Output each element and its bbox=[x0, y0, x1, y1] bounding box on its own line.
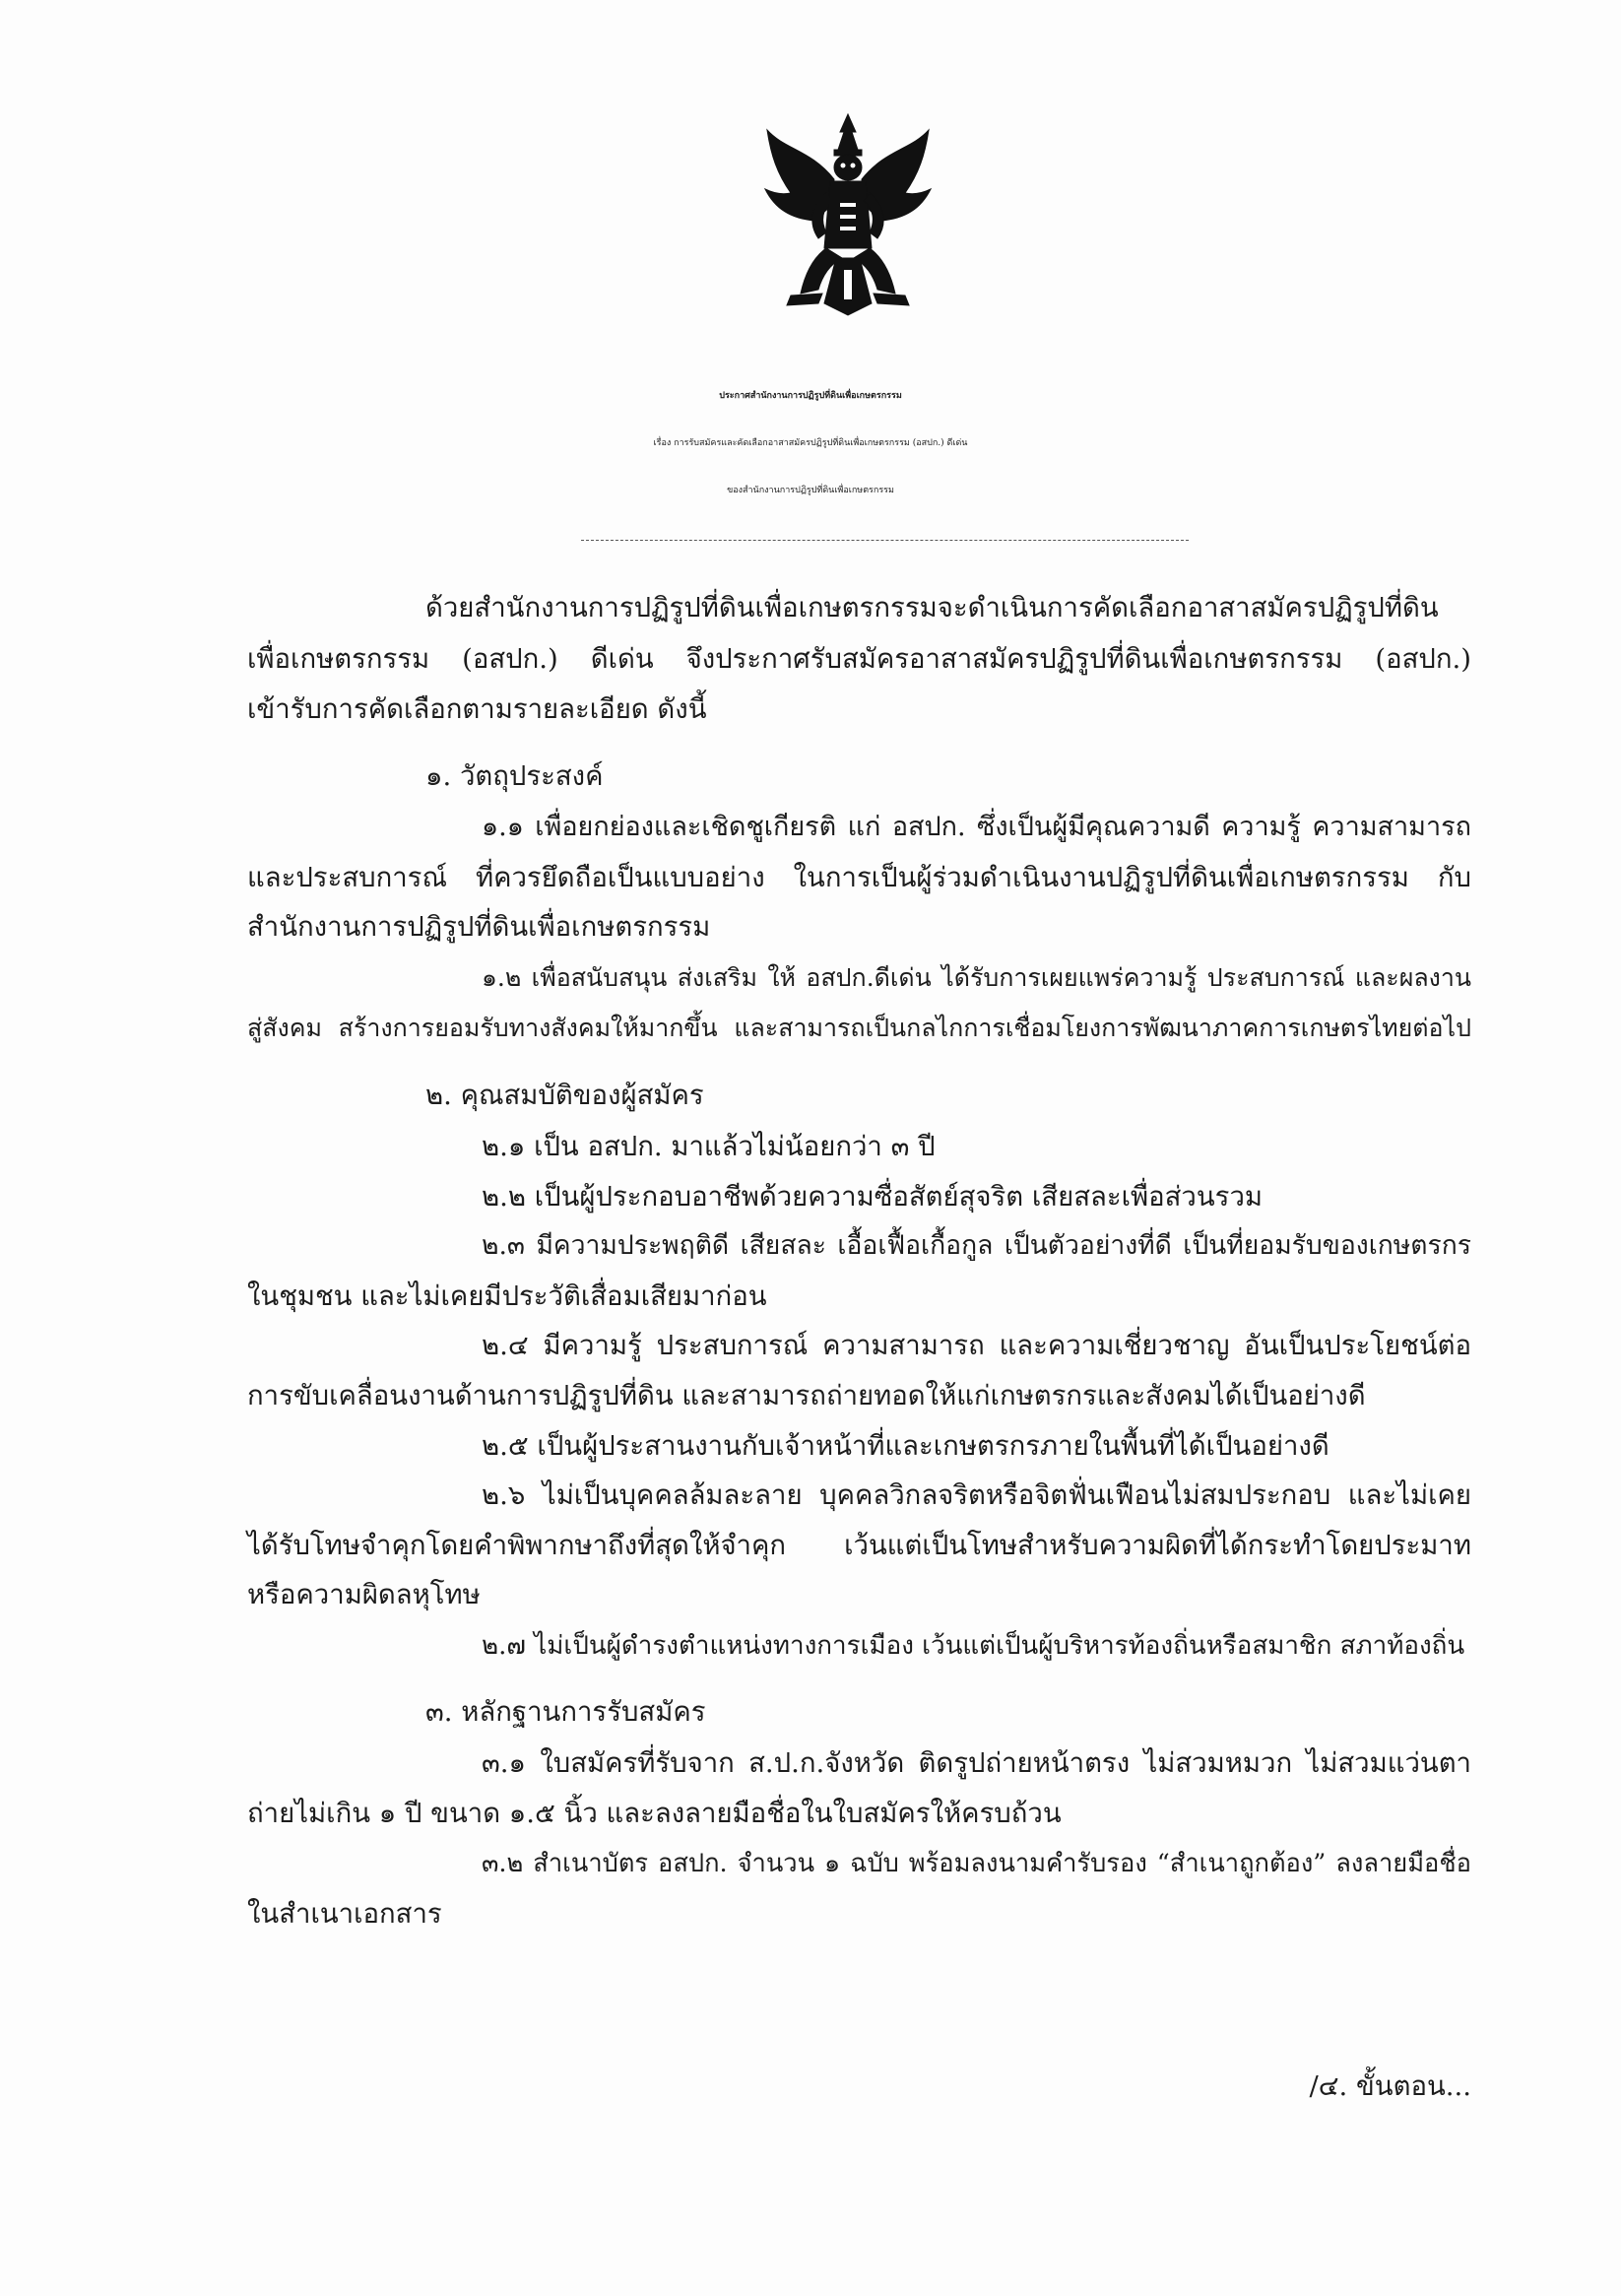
section-item-line: ๓.๒ สำเนาบัตร อสปก. จำนวน ๑ ฉบับ พร้อมลงนามคำรับรอง “สำเนาถูกต้อง” ลงลายมือชื่อ bbox=[482, 1849, 1471, 1878]
section-item-line: ถ่ายไม่เกิน ๑ ปี ขนาด ๑.๕ นิ้ว และลงลายมือชื่อในใบสมัครให้ครบถ้วน bbox=[247, 1798, 1062, 1829]
announcement-title: ประกาศสำนักงานการปฏิรูปที่ดินเพื่อเกษตรกรรม bbox=[719, 391, 902, 401]
section-item-line: ๑.๑ เพื่อยกย่องและเชิดชูเกียรติ แก่ อสปก. ซึ่งเป็นผู้มีคุณความดี ความรู้ ความสามารถ bbox=[482, 812, 1471, 842]
section-heading: ๑. วัตถุประสงค์ bbox=[425, 760, 604, 792]
section-item-line: สู่สังคม สร้างการยอมรับทางสังคมให้มากขึ้น และสามารถเป็นกลไกการเชื่อมโยงการพัฒนาภาคการเกษตรไทยต่อไป bbox=[247, 1014, 1471, 1042]
section-item-line: ๒.๒ เป็นผู้ประกอบอาชีพด้วยความซื่อสัตย์สุจริต เสียสละเพื่อส่วนรวม bbox=[482, 1181, 1264, 1213]
section-item-line: ในสำเนาเอกสาร bbox=[247, 1898, 442, 1930]
section-item-line: ๒.๕ เป็นผู้ประสานงานกับเจ้าหน้าที่และเกษตรกรภายในพื้นที่ได้เป็นอย่างดี bbox=[482, 1430, 1329, 1462]
section-item-line: ๑.๒ เพื่อสนับสนุน ส่งเสริม ให้ อสปก.ดีเด่น ได้รับการเผยแพร่ความรู้ ประสบการณ์ และผลงาน bbox=[482, 963, 1471, 992]
section-item-line: ๒.๖ ไม่เป็นบุคคลล้มละลาย บุคคลวิกลจริตหรือจิตฟั่นเฟือนไม่สมประกอบ และไม่เคย bbox=[482, 1479, 1471, 1511]
section-item-line: สำนักงานการปฏิรูปที่ดินเพื่อเกษตรกรรม bbox=[247, 911, 711, 943]
intro-line: เพื่อเกษตรกรรม (อสปก.) ดีเด่น จึงประกาศรับสมัครอาสาสมัครปฏิรูปที่ดินเพื่อเกษตรกรรม (อสปก.) bbox=[247, 643, 1471, 675]
section-item-line: ได้รับโทษจำคุกโดยคำพิพากษาถึงที่สุดให้จำคุก เว้นแต่เป็นโทษสำหรับความผิดที่ได้กระทำโดยประมาท bbox=[247, 1530, 1471, 1561]
announcement-subject-continued: ของสำนักงานการปฏิรูปที่ดินเพื่อเกษตรกรรม bbox=[727, 486, 894, 495]
section-item-line: ในชุมชน และไม่เคยมีประวัติเสื่อมเสียมาก่อน bbox=[247, 1280, 767, 1312]
intro-line: เข้ารับการคัดเลือกตามรายละเอียด ดังนี้ bbox=[247, 693, 707, 725]
section-heading: ๓. หลักฐานการรับสมัคร bbox=[425, 1696, 706, 1728]
intro-line: ด้วยสำนักงานการปฏิรูปที่ดินเพื่อเกษตรกรรมจะดำเนินการคัดเลือกอาสาสมัครปฏิรูปที่ดิน bbox=[425, 592, 1439, 623]
section-item-line: ๒.๓ มีความประพฤติดี เสียสละ เอื้อเฟื้อเกื้อกูล เป็นตัวอย่างที่ดี เป็นที่ยอมรับของเกษตรกร bbox=[482, 1230, 1471, 1261]
section-item-line: การขับเคลื่อนงานด้านการปฏิรูปที่ดิน และสามารถถ่ายทอดให้แก่เกษตรกรและสังคมได้เป็นอย่างดี bbox=[247, 1380, 1366, 1411]
section-heading: ๒. คุณสมบัติของผู้สมัคร bbox=[425, 1080, 704, 1111]
header-divider bbox=[581, 540, 1189, 541]
section-item-line: ๒.๔ มีความรู้ ประสบการณ์ ความสามารถ และความเชี่ยวชาญ อันเป็นประโยชน์ต่อ bbox=[482, 1330, 1471, 1361]
section-item-line: ๒.๑ เป็น อสปก. มาแล้วไม่น้อยกว่า ๓ ปี bbox=[482, 1131, 936, 1162]
section-item-line: หรือความผิดลหุโทษ bbox=[247, 1579, 481, 1610]
section-item-line: และประสบการณ์ ที่ควรยึดถือเป็นแบบอย่าง ในการเป็นผู้ร่วมดำเนินงานปฏิรูปที่ดินเพื่อเกษตรกรรม กับ bbox=[247, 862, 1471, 893]
garuda-emblem-icon bbox=[761, 110, 935, 319]
announcement-subject: เรื่อง การรับสมัครและคัดเลือกอาสาสมัครปฏิรูปที่ดินเพื่อเกษตรกรรม (อสปก.) ดีเด่น bbox=[653, 438, 968, 448]
section-item-line: ๓.๑ ใบสมัครที่รับจาก ส.ป.ก.จังหวัด ติดรูปถ่ายหน้าตรง ไม่สวมหมวก ไม่สวมแว่นตา bbox=[482, 1747, 1471, 1779]
section-item-line: ๒.๗ ไม่เป็นผู้ดำรงตำแหน่งทางการเมือง เว้นแต่เป็นผู้บริหารท้องถิ่นหรือสมาชิก สภาท้องถิ่น bbox=[482, 1631, 1465, 1661]
page-continuation: /๔. ขั้นตอน... bbox=[1309, 2070, 1471, 2102]
